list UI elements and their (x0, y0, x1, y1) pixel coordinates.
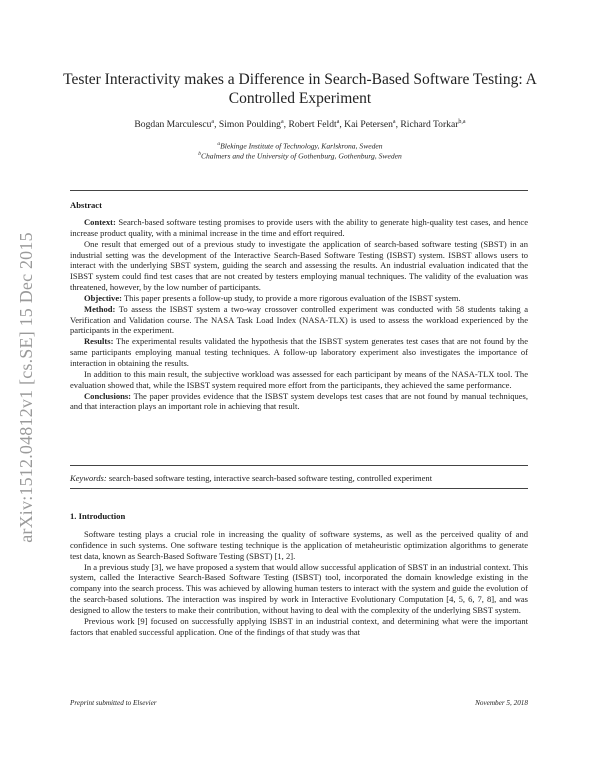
intro-paragraph: Software testing plays a crucial role in increasing the quality of software systems, as well as the perceived quality of and confidence in such systems. One software testing technique is the application of metaheuristic optimization algorithms to generate test data, known as Search-Based Software Testing (SBST) [1, 2]. (70, 529, 528, 561)
abstract-body (70, 217, 528, 412)
divider-keywords (70, 488, 528, 489)
title-line-2: Controlled Experiment (228, 90, 372, 107)
title-line-1: Tester Interactivity makes a Difference in Search-Based Software Testing: A (63, 71, 537, 88)
paper-title (60, 70, 540, 108)
author: Simon Poulding$^a$ (218, 119, 284, 131)
author: Richard Torkar$^{b,a}$ (400, 119, 466, 131)
author: Bogdan Marculescu$^a$ (134, 119, 215, 131)
author: Robert Feldt$^a$ (288, 119, 340, 131)
abstract-method: Method: To assess the ISBST system a two-way crossover controlled experiment was conducted with 58 students taking a Verification and Validation course. The NASA Task Load Index (NASA-TLX) is used to assess the workload experienced by the participants in the experiment. (70, 303, 529, 336)
arxiv-sidebar (10, 210, 42, 565)
intro-paragraph: Previous work [9] focused on successfully applying ISBST in an industrial context, and determining what were the important factors that enabled successful application. One of the findings of that study was that (70, 615, 528, 637)
affiliation-b: $^b$Chalmers and the University of Gothenburg, Gothenburg, Sweden (198, 151, 402, 161)
divider-top (70, 190, 528, 191)
abstract-results: Results: The experimental results validated the hypothesis that the ISBST system generates test cases that are not found by the same participants employing manual testing techniques. A follow-up laboratory experiment also investigates the importance of interaction in obtaining the results. (70, 336, 528, 368)
affiliation-a: $^a$Blekinge Institute of Technology, Karlskrona, Sweden (217, 141, 383, 151)
section-heading: 1. Introduction (70, 511, 126, 521)
keywords-text: search-based software testing, interactive search-based software testing, controlled experiment (108, 473, 433, 483)
abstract-heading: Abstract (70, 200, 102, 210)
footer-preprint-note: Preprint submitted to Elsevier (70, 699, 157, 707)
footer-date: November 5, 2018 (475, 699, 528, 707)
arxiv-identifier: arXiv:1512.04812v1 [cs.SE] 15 Dec 2015 (15, 232, 36, 543)
abstract-objective: Objective: This paper presents a follow-up study, to provide a more rigorous evaluation of the ISBST system. (84, 292, 461, 303)
author: Kai Petersen$^a$ (344, 119, 396, 131)
abstract-conclusions: Conclusions: The paper provides evidence that the ISBST system develops test cases that are not found by manual techniques, and that interaction plays an important role in achieving that result. (70, 390, 528, 412)
keywords-label: Keywords: (70, 473, 107, 483)
keywords (70, 473, 528, 483)
divider-abstract (70, 465, 528, 466)
abstract-context: Context: Search-based software testing promises to provide users with the ability to generate high-quality test cases, and hence increase product quality, with a minimal increase in the time and effort required. (70, 217, 528, 238)
author-list: Bogdan Marculescu$^a$, Simon Poulding$^a$, Robert Feldt$^a$, Kai Petersen$^a$, Richard Torkar$^{b,a}$ (134, 119, 466, 131)
abstract-results-continued: In addition to this main result, the subjective workload was assessed for each participant by means of the NASA-TLX tool. The evaluation showed that, while the ISBST system required more effort from the participants, they achieved the same performance. (70, 368, 528, 390)
abstract-context-continued: One result that emerged out of a previous study to investigate the application of search-based software testing (SBST) in an industrial setting was the development of the Interactive Search-Based Software Testing (ISBST) system. ISBST allows users to interact with the underlying SBST system, guiding the search and assessing the results. An industrial evaluation indicated that the ISBST system could find test cases that are not created by testers employing manual techniques. The validity of the evaluation was threatened, however, by the low number of participants. (70, 238, 528, 293)
introduction-body (70, 529, 528, 637)
intro-paragraph: In a previous study [3], we have proposed a system that would allow successful application of SBST in an industrial context. This system, called the Interactive Search-Based Software Testing (ISBST) tool, incorporated the domain knowledge existing in the company into the search process. This was achieved by allowing human testers to interact with the system and guide the evolution of the search-based solutions. The interaction was inspired by work in Interactive Evolutionary Computation [4, 5, 6, 7, 8], and was designed to allow the testers to make their contribution, without having to deal with the complexity of the underlying SBST system. (70, 561, 528, 615)
